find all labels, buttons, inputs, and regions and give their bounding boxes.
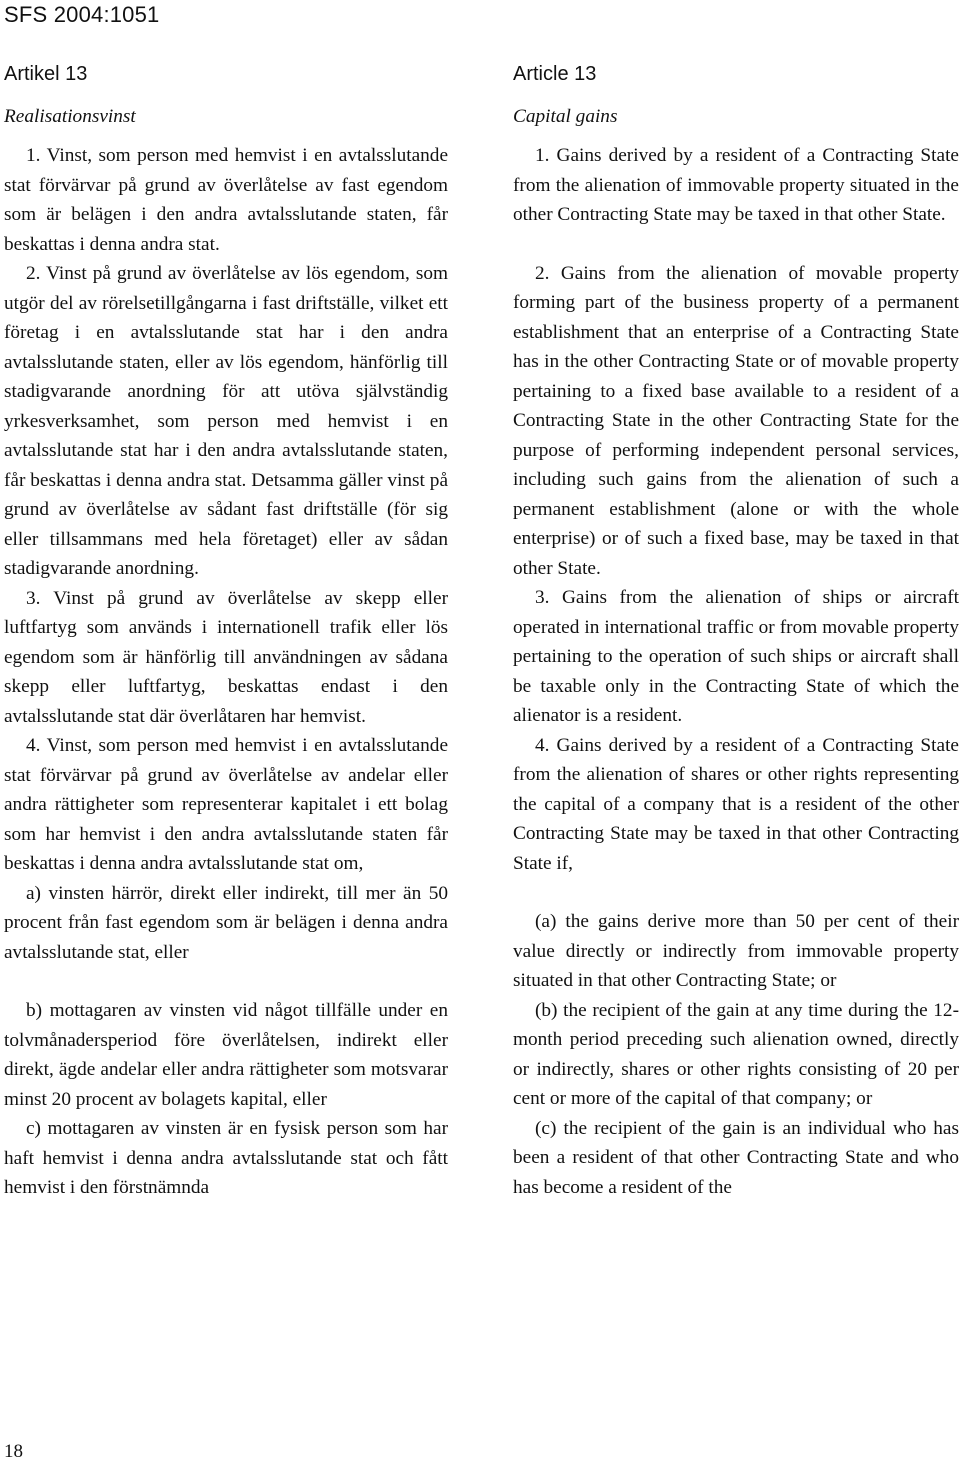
paragraph-en-3: 3. Gains from the alienation of ships or aircraft operated in international traffic or from movable property pertaining to the operation of such ships or aircraft shall be taxable only in the Contracting State of which the alienator is a resident.: [513, 587, 959, 726]
paragraph-sv-4c: c) mottagaren av vinsten är en fysisk person som har haft hemvist i denna andra avtalsslutande stat och fått hemvist i den förstnämnda: [4, 1118, 448, 1198]
paragraph-en-1: 1. Gains derived by a resident of a Contracting State from the alienation of immovable property situated in the other Contracting State may be taxed in that other State.: [513, 145, 959, 225]
paragraph-sv-4b: b) mottagaren av vinsten vid något tillfälle under en tolvmånadersperiod före överlåtelsen, indirekt eller direkt, ägde andelar eller andra rättigheter som motsvarar minst 20 procent av bolagets kapital, eller: [4, 1000, 448, 1110]
article-subtitle-en: Capital gains: [513, 105, 618, 127]
article-subtitle-sv: Realisationsvinst: [4, 105, 136, 127]
paragraph-sv-3: 3. Vinst på grund av överlåtelse av skepp eller luftfartyg som används i internationell trafik eller lös egendom som är hänförlig till användningen av sådana skepp eller luftfartyg, beskattas endast i den avtalsslutande stat där överlåtaren har hemvist.: [4, 587, 448, 727]
document-code: SFS 2004:1051: [4, 2, 160, 27]
paragraph-sv-2: 2. Vinst på grund av överlåtelse av lös egendom, som utgör del av rörelsetillgångarna i fast driftställe, vilket ett företag i en avtalsslutande stat har i den andra avtalsslutande staten, eller av lös egendom, hänförlig till stadigvarande anordning för att utöva självständig yrkesverksamhet, som person med hemvist i en avtalsslutande stat har i den andra avtalsslutande staten, får beskattas i denna andra stat. Detsamma gäller vinst på grund av överlåtelse av sådant fast driftställe (för sig eller tillsammans med hela företaget) eller av sådan stadigvarande anordning.: [4, 263, 448, 579]
paragraph-en-4b: (b) the recipient of the gain at any time during the 12-month period preceding such alienation owned, directly or indirectly, shares or other rights consisting of 20 per cent or more of the capital of that company; or: [513, 999, 959, 1109]
article-title-en: Article 13: [513, 63, 597, 85]
paragraph-sv-4: 4. Vinst, som person med hemvist i en avtalsslutande stat förvärvar på grund av överlåtelse av andelar eller andra rättigheter som representerar kapitalet i ett bolag som har hemvist i den andra avtalsslutande staten får beskattas i denna andra avtalsslutande stat om,: [4, 735, 448, 874]
swedish-column: [4, 58, 448, 1203]
paragraph-en-4a: (a) the gains derive more than 50 per cent of their value directly or indirectly from immovable property situated in that other Contracting State; or: [513, 911, 959, 991]
paragraph-en-4c: (c) the recipient of the gain is an individual who has been a resident of that other Contracting State and who has become a resident of the: [513, 1117, 959, 1198]
paragraph-sv-1: 1. Vinst, som person med hemvist i en avtalsslutande stat förvärvar på grund av överlåtelse av fast egendom som är belägen i den andra avtalsslutande staten, får beskattas i denna andra stat.: [4, 145, 448, 255]
english-column: [513, 58, 959, 1202]
paragraph-en-2: 2. Gains from the alienation of movable property forming part of the business property of a permanent establishment that an enterprise of a Contracting State has in the other Contracting State or of movable property pertaining to a fixed base available to a resident of a Contracting State in the other Contracting State for the purpose of performing independent personal services, including such gains from the alienation of such a permanent establishment (alone or with the whole enterprise) or of such a fixed base, may be taxed in that other State.: [513, 262, 959, 579]
article-title-sv: Artikel 13: [4, 63, 88, 85]
paragraph-en-4: 4. Gains derived by a resident of a Contracting State from the alienation of shares or other rights representing the capital of a company that is a resident of the other Contracting State may be taxed in that other Contracting State if,: [513, 734, 959, 874]
paragraph-sv-4a: a) vinsten härrör, direkt eller indirekt, till mer än 50 procent från fast egendom som är belägen i denna andra avtalsslutande stat, eller: [4, 882, 448, 963]
page-number: 18: [4, 1441, 23, 1462]
